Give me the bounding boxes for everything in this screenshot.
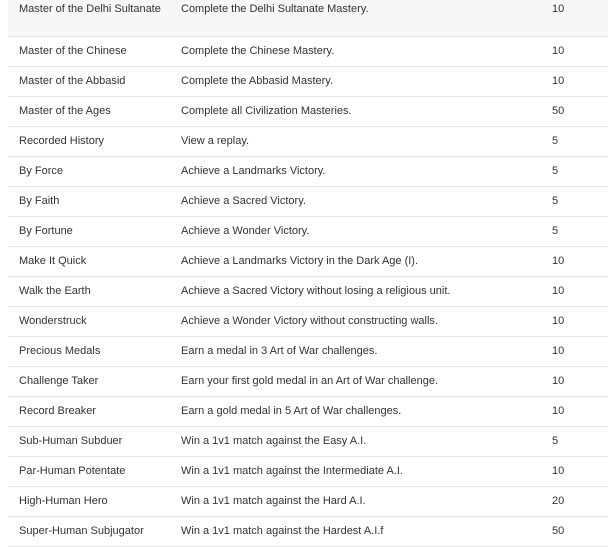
achievements-table — [8, 0, 608, 547]
achievement-name: By Force — [19, 165, 64, 177]
achievement-points: 5 — [552, 165, 559, 177]
table-row — [8, 487, 608, 517]
table-row — [8, 307, 608, 337]
table-row — [8, 427, 608, 457]
table-row — [8, 457, 608, 487]
achievement-name: Super-Human Subjugator — [19, 525, 144, 537]
achievement-points: 10 — [552, 75, 565, 87]
achievement-points: 50 — [552, 105, 565, 117]
achievement-name: By Faith — [19, 195, 60, 207]
achievement-name: Recorded History — [19, 135, 104, 147]
achievement-description: Earn your first gold medal in an Art of War challenge. — [181, 375, 438, 387]
achievement-name: Walk the Earth — [19, 285, 91, 297]
achievement-description: Achieve a Landmarks Victory in the Dark Age (I). — [181, 255, 419, 267]
table-row — [8, 277, 608, 307]
achievement-points: 50 — [552, 525, 565, 537]
achievement-points: 10 — [552, 345, 565, 357]
table-row — [8, 187, 608, 217]
achievement-points: 10 — [552, 3, 565, 15]
achievement-points: 10 — [552, 285, 565, 297]
achievement-points: 10 — [552, 375, 565, 387]
achievement-name: Master of the Abbasid — [19, 75, 126, 87]
achievement-points: 10 — [552, 315, 565, 327]
achievement-description: Achieve a Landmarks Victory. — [181, 165, 326, 177]
achievement-description: View a replay. — [181, 135, 250, 147]
table-row — [8, 97, 608, 127]
achievement-description: Complete the Abbasid Mastery. — [181, 75, 334, 87]
table-row — [8, 127, 608, 157]
table-row — [8, 367, 608, 397]
achievement-points: 10 — [552, 465, 565, 477]
achievement-points: 10 — [552, 405, 565, 417]
achievement-name: Master of the Ages — [19, 105, 111, 117]
achievement-description: Achieve a Wonder Victory. — [181, 225, 310, 237]
achievement-description: Complete the Delhi Sultanate Mastery. — [181, 3, 369, 15]
table-row — [8, 397, 608, 427]
table-row — [8, 67, 608, 97]
table-row — [8, 157, 608, 187]
achievement-description: Complete all Civilization Masteries. — [181, 105, 352, 117]
achievement-name: High-Human Hero — [19, 495, 108, 507]
achievement-points: 10 — [552, 255, 565, 267]
achievement-name: Par-Human Potentate — [19, 465, 126, 477]
achievement-points: 5 — [552, 225, 559, 237]
achievement-description: Complete the Chinese Mastery. — [181, 45, 335, 57]
table-row — [8, 247, 608, 277]
achievement-name: Master of the Chinese — [19, 45, 127, 57]
table-row — [8, 217, 608, 247]
table-row — [8, 517, 608, 547]
achievement-name: Master of the Delhi Sultanate — [19, 3, 161, 15]
achievement-description: Win a 1v1 match against the Hardest A.I.f — [181, 525, 384, 537]
achievement-name: By Fortune — [19, 225, 73, 237]
achievement-name: Wonderstruck — [19, 315, 87, 327]
achievement-name: Record Breaker — [19, 405, 97, 417]
achievement-description: Win a 1v1 match against the Intermediate A.I. — [181, 465, 403, 477]
achievement-description: Win a 1v1 match against the Easy A.I. — [181, 435, 367, 447]
achievement-description: Win a 1v1 match against the Hard A.I. — [181, 495, 366, 507]
achievement-points: 5 — [552, 435, 559, 447]
achievement-description: Achieve a Sacred Victory. — [181, 195, 306, 207]
achievement-points: 10 — [552, 45, 565, 57]
achievement-points: 5 — [552, 135, 559, 147]
achievement-name: Challenge Taker — [19, 375, 99, 387]
achievement-description: Achieve a Sacred Victory without losing a religious unit. — [181, 285, 451, 297]
table-row — [8, 337, 608, 367]
achievement-description: Earn a gold medal in 5 Art of War challenges. — [181, 405, 402, 417]
table-row — [8, 0, 608, 37]
achievement-description: Earn a medal in 3 Art of War challenges. — [181, 345, 378, 357]
achievement-name: Make It Quick — [19, 255, 87, 267]
table-row — [8, 37, 608, 67]
achievement-name: Precious Medals — [19, 345, 101, 357]
achievement-points: 5 — [552, 195, 559, 207]
achievement-points: 20 — [552, 495, 565, 507]
achievement-description: Achieve a Wonder Victory without constructing walls. — [181, 315, 438, 327]
achievement-name: Sub-Human Subduer — [19, 435, 123, 447]
